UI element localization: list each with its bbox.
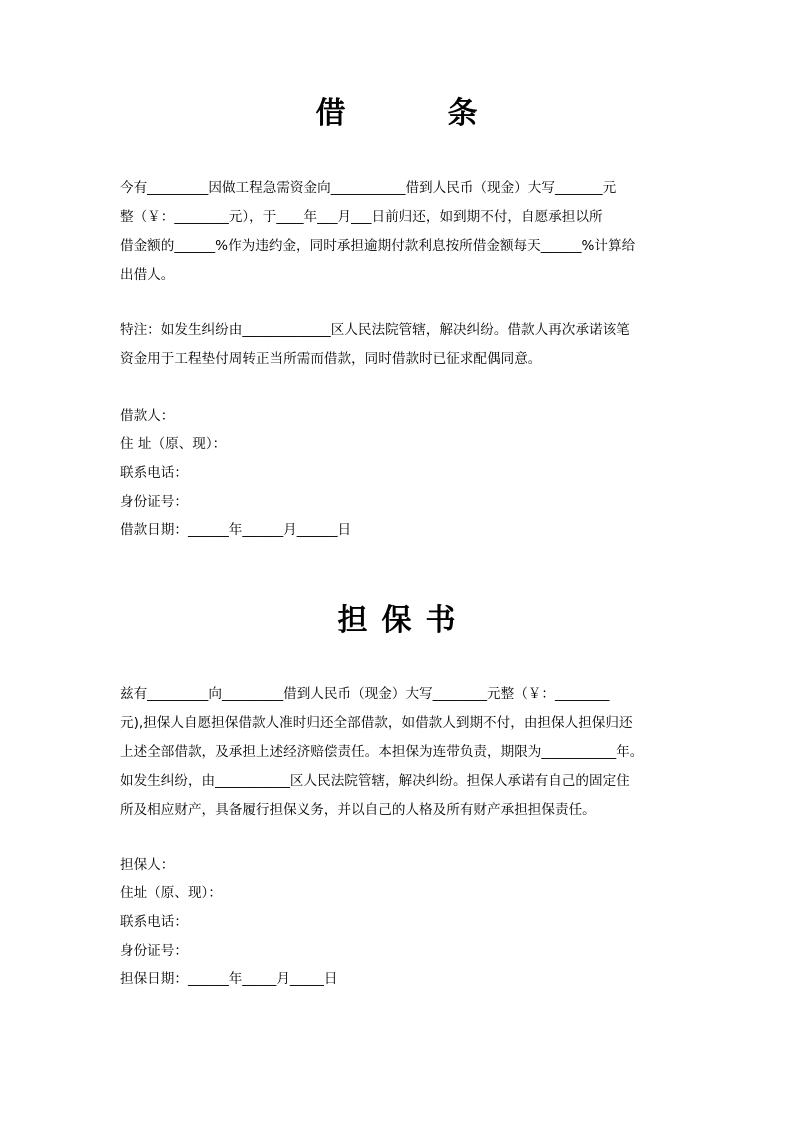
- guarantee-body-line: 上述全部借款，及承担上述经济赔偿责任。本担保为连带负责，期限为___________年。: [120, 744, 644, 760]
- loan-note-note-line: 特注：如发生纠纷由_____________区人民法院管辖，解决纠纷。借款人再次承诺该笔: [120, 322, 630, 338]
- guarantee-body-line: 如发生纠纷，由___________区人民法院管辖，解决纠纷。担保人承诺有自己的固定住: [120, 773, 630, 789]
- borrower-id-label: 身份证号：: [120, 494, 188, 510]
- guarantor-id-label: 身份证号：: [120, 943, 188, 959]
- loan-note-body-line: 借金额的______%作为违约金，同时承担逾期付款利息按所借金额每天______%计算给: [120, 238, 636, 254]
- guarantee-body-line: 兹有_________向_________借到人民币（现金）大写________元整（￥：________: [120, 686, 610, 702]
- guarantee-date-label: 担保日期：______年_____月_____日: [120, 971, 338, 987]
- loan-note-body-line: 整（￥：________元），于____年___月___日前归还，如到期不付，自愿承担以所: [120, 209, 603, 225]
- guarantor-address-label: 住址（原、现）：: [120, 885, 222, 901]
- guarantee-body-line: 所及相应财产，具备履行担保义务，并以自己的人格及所有财产承担担保责任。: [120, 802, 596, 818]
- loan-note-title: 借 条: [315, 96, 514, 131]
- loan-note-body: [120, 174, 676, 290]
- guarantee-title: 担保书: [337, 603, 470, 638]
- guarantee-body: [120, 680, 676, 825]
- borrower-label: 借款人：: [120, 408, 175, 424]
- borrower-address-label: 住 址（原、现）：: [120, 436, 227, 452]
- guarantor-label: 担保人：: [120, 857, 175, 873]
- loan-note-note-line: 资金用于工程垫付周转正当所需而借款，同时借款时已征求配偶同意。: [120, 351, 542, 367]
- borrower-phone-label: 联系电话：: [120, 465, 188, 481]
- guarantee-body-line: 元),担保人自愿担保借款人准时归还全部借款，如借款人到期不付，由担保人担保归还: [120, 715, 633, 731]
- guarantor-phone-label: 联系电话：: [120, 914, 188, 930]
- loan-note-special-note: [120, 316, 676, 374]
- loan-date-label: 借款日期：______年______月______日: [120, 522, 352, 538]
- loan-note-body-line: 出借人。: [120, 267, 175, 283]
- loan-note-body-line: 今有_________因做工程急需资金向___________借到人民币（现金）大写_______元: [120, 180, 617, 196]
